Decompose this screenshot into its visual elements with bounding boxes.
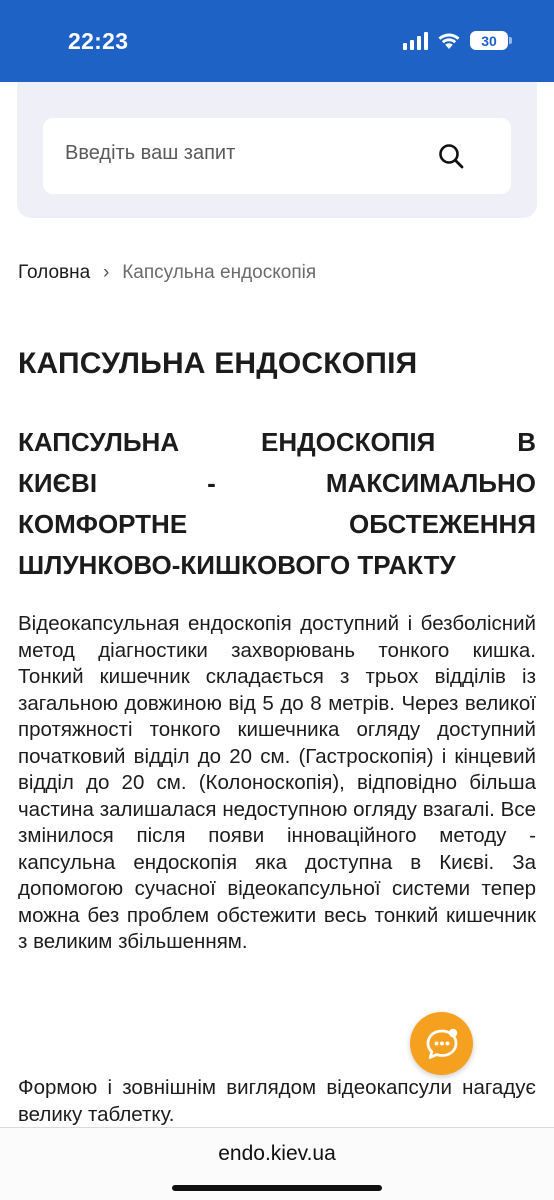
search-input[interactable] — [65, 142, 425, 165]
breadcrumb — [18, 262, 316, 284]
breadcrumb-home-link[interactable]: Головна — [18, 262, 91, 283]
search-box[interactable] — [43, 118, 511, 194]
article-paragraph: Відеокапсульная ендоскопія доступний і безболісний метод діагностики захворювань тонкого кишка. Тонкий кишечник складається з трьох відділів із загальною довжиною від 5 до 8 метрів. Через великої протяжності тонкого кишечника огляду доступний початковий відділ до 20 см. (Гастроскопія) і кінцевий відділ до 20 см. (Колоноскопія), відповідно більша частина залишалася недоступною огляду взагалі. Все змінилося після появи інноваційного методу - капсульна ендоскопія яка доступна в Києві. За допомогою сучасної відеокапсульної системи тепер можна без проблем обстежити весь тонкий кишечник з великим збільшенням. — [18, 612, 536, 953]
home-indicator[interactable] — [172, 1185, 382, 1191]
breadcrumb-current: Капсульна ендоскопія — [122, 262, 317, 283]
wifi-icon — [437, 32, 461, 50]
article-paragraph: Формою і зовнішнім виглядом відеокапсули нагадує велику таблетку. — [18, 1076, 536, 1126]
url-text[interactable]: endo.kiev.ua — [218, 1142, 336, 1165]
search-panel — [17, 82, 537, 218]
battery-icon: 30 — [470, 31, 508, 50]
chat-bubble-icon — [424, 1027, 460, 1061]
section-heading-line: КИЄВІ - МАКСИМАЛЬНО — [18, 468, 536, 498]
status-time: 22:23 — [68, 28, 129, 54]
browser-url-bar — [0, 1127, 554, 1200]
search-icon[interactable] — [437, 142, 465, 170]
section-heading-line: КАПСУЛЬНА ЕНДОСКОПІЯ В — [18, 427, 536, 457]
page-title: КАПСУЛЬНА ЕНДОСКОПІЯ — [18, 347, 418, 380]
status-bar — [0, 0, 554, 82]
status-icons — [403, 31, 508, 50]
chevron-right-icon: › — [103, 262, 110, 283]
chat-button[interactable] — [410, 1012, 473, 1075]
cellular-signal-icon — [403, 32, 428, 50]
section-heading-line: КОМФОРТНЕ ОБСТЕЖЕННЯ — [18, 509, 536, 539]
section-heading — [18, 422, 536, 586]
section-heading-line: ШЛУНКОВО-КИШКОВОГО ТРАКТУ — [18, 550, 456, 580]
